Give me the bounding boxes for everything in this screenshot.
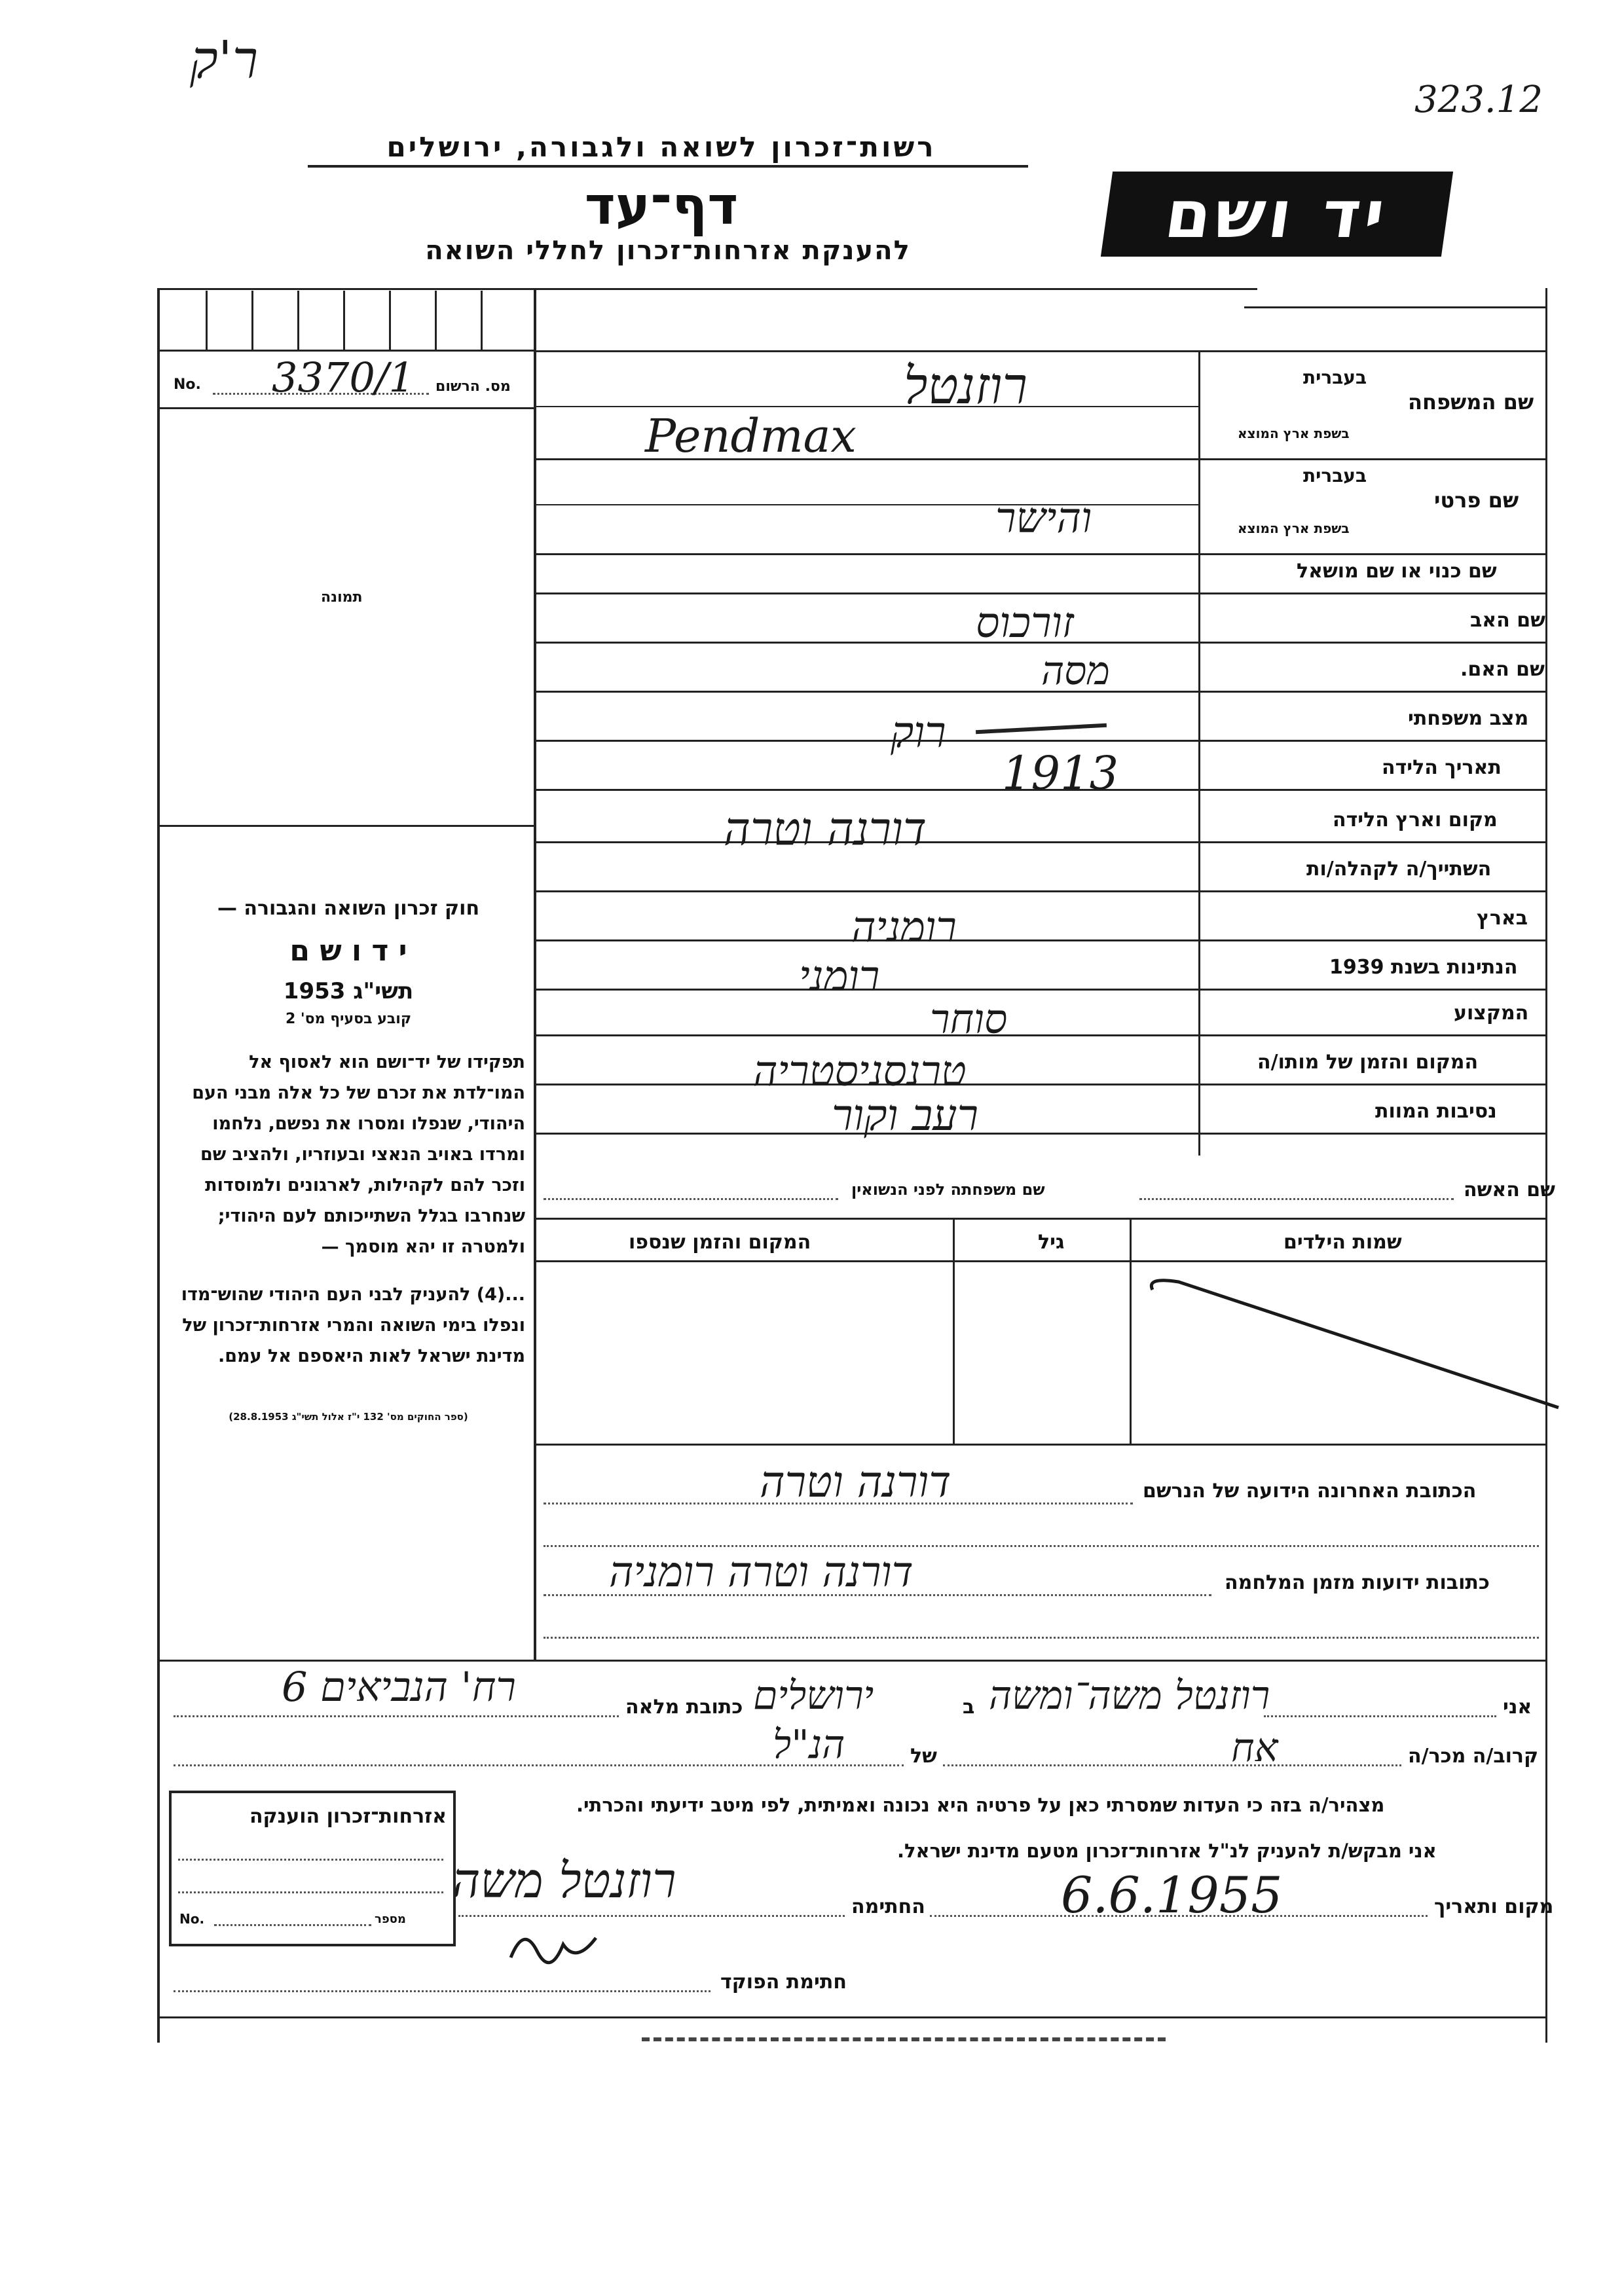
law-name: י ד ו ש ם [289,934,407,968]
law-source: (ספר החוקים מס' 132 י"ז אלול תשי"ג 28.8.1953) [229,1411,468,1423]
firstname-hebrew-label: בעברית [1303,465,1367,486]
declarant-signature: רוזנטל משה [452,1853,676,1909]
officer-signature-label: חתימת הפוקד [720,1971,847,1994]
children-place-header: המקום והזמן שנספו [629,1231,811,1254]
country-value: רומניה [851,903,957,952]
surname-hebrew-value: רוזנטל [904,357,1027,416]
surname-label: שם המשפחה [1408,390,1534,414]
registration-label: מס. הרשום [435,378,511,395]
wife-maiden-label: שם משפחתה לפני הנשואין [851,1180,1045,1199]
children-col-divider [1130,1218,1132,1444]
place-date-label: מקום ותאריך [1434,1895,1554,1918]
relative-value: אח [1231,1725,1278,1771]
full-address-dots [174,1715,619,1717]
row-line [534,740,1545,742]
wife-maiden-dots [544,1198,838,1200]
full-address-label: כתובת מלאה [625,1696,743,1719]
war-addresses-value: דורנה וטרה רומניה [609,1548,913,1597]
authority-underline [308,165,1028,168]
registration-no-label: No. [174,376,201,393]
declarant-name: רוזנטל משה־ומשה [989,1673,1270,1719]
children-crossed-out-line [1139,1270,1572,1414]
photo-box-top [157,407,535,409]
mother-value: מסה [1041,648,1110,694]
row-line [534,890,1545,892]
citizenship-box-number-label: מספר [375,1912,406,1926]
wife-dots [1139,1198,1454,1200]
photo-box-bottom [157,825,535,827]
frame-top [157,288,1257,290]
occupation-label: המקצוע [1454,1002,1529,1025]
place-date-value: 6.6.1955 [1061,1866,1283,1924]
frame-top-right [1244,306,1545,308]
declaration-statement: מצהיר/ה בזה כי העדות שמסרתי כאן על פרטיה היא נכונה ואמיתית, לפי מיטב ידיעתי והכרתי. [576,1794,1385,1816]
frame-left [157,288,160,2043]
i-dots [1264,1715,1496,1717]
registration-number: 3370/1 [272,354,415,401]
firstname-origin-label: בשפת ארץ המוצא [1238,520,1350,536]
wife-row-bottom [534,1218,1545,1220]
authority-title: רשות־זכרון לשואה ולגבורה, ירושלים [386,131,936,163]
row-line [534,504,1198,505]
firstname-value: והישר [995,494,1092,543]
marital-value: רוק [891,707,946,757]
children-names-header: שמות הילדים [1283,1231,1402,1254]
birthdate-value: 1913 [1002,746,1119,800]
photo-label: תמונה [321,589,363,606]
signature-dots [458,1915,845,1917]
citizenship-box-no: No. [179,1911,205,1927]
corner-note: ר'ק [190,29,259,90]
row-line [534,592,1545,594]
nickname-label: שם כנוי או שם מושאל [1297,560,1497,583]
wife-label: שם האשה [1464,1178,1555,1201]
relative-label: קרוב/ה מכר/ה [1408,1745,1539,1768]
children-table-bottom [534,1444,1545,1446]
row-line [534,1133,1545,1135]
law-text-1: תפקידו של יד־ושם הוא לאסוף אל המו־לדת את זכרם של כל אלה מבני העם היהודי, שנפלו ומסרו את נפשם, נלחמו ומרדו באויב הנאצי ובעוזריו, ולהציב שם וזכר להם לקהילות, לארגונים ולמוסדות שנחרבו בגלל השתייכותם לעם היהודי; ולמטרה זו יהא מוסמך — [192,1052,525,1257]
frame-bottom [157,2016,1545,2018]
law-text-2: ...(4) להעניק לבני העם היהודי שהוש־מדו ונפלו בימי השואה והמרי אזרחות־זכרון של מדינת ישראל לאות היאספם אל עמם. [181,1285,525,1366]
address-extra-dots [544,1637,1539,1639]
row-line [534,939,1545,941]
fields-top [534,350,1545,352]
community-label: השתייך/ה לקהלה/ות [1306,858,1492,881]
citizenship-label: הנתינות בשנת 1939 [1329,956,1518,979]
death-place-label: המקום והזמן של מותו/ה [1257,1051,1479,1074]
declaration-top [157,1660,1545,1662]
of-value: הנ"ל [773,1722,845,1768]
cut-line [642,2037,1166,2047]
surname-hebrew-label: בעברית [1303,367,1367,388]
citizenship-box-title: אזרחות־זכרון הוענקה [249,1805,447,1828]
archive-number: 323.12 [1414,79,1543,121]
law-box [172,897,525,1423]
father-value: זורכוס [976,599,1074,647]
last-address-value: דורנה וטרה [760,1457,951,1507]
citizenship-value: רומני [799,953,880,1001]
children-header-bottom [534,1260,1545,1262]
children-col-divider [953,1218,955,1444]
law-year: תשי"ג 1953 [283,978,414,1004]
father-label: שם האב [1470,609,1545,632]
children-age-header: גיל [1038,1231,1065,1254]
declaration-i-label: אני [1503,1696,1532,1719]
yad-vashem-logo: יד ושם [1101,172,1453,257]
officer-initials [504,1918,616,1977]
page-subtitle: להענקת אזרחות־זכרון לחללי השואה [425,236,911,266]
row-line [534,989,1545,991]
row-line [534,553,1545,555]
of-label: של [910,1745,937,1768]
row-line [534,406,1198,407]
death-cause-value: רעב וקור [832,1090,979,1140]
officer-signature-dots [174,1990,710,1992]
surname-origin-label: בשפת ארץ המוצא [1238,426,1350,441]
citizenship-granted-box [169,1791,456,1946]
declaration-in-label: ב [963,1696,975,1719]
birthplace-label: מקום וארץ הלידה [1333,809,1498,831]
frame-right [1545,288,1547,2043]
marital-label: מצב משפחתי [1408,707,1529,730]
mother-label: שם האם. [1460,658,1545,681]
death-cause-label: נסיבות המוות [1375,1100,1497,1123]
birthdate-label: תאריך הלידה [1382,756,1502,779]
row-line [534,1034,1545,1036]
country-label: בארץ [1477,907,1528,930]
occupation-value: סוחר [930,995,1008,1043]
page-title: דף־עד [584,175,739,236]
declaration-in-value: ירושלים [753,1673,874,1719]
marital-strikethrough [976,723,1107,734]
relative-dots [943,1764,1401,1766]
address-extra-dots [544,1545,1539,1547]
registration-boxes-bottom [157,350,535,352]
row-line [534,1084,1545,1085]
last-address-label: הכתובת האחרונה הידועה של הנרשם [1143,1480,1477,1503]
full-address-value: רח' הנביאים 6 [282,1663,516,1711]
death-place-value: טרנסניסטריה [753,1048,967,1096]
left-column-divider [534,288,536,1660]
registration-boxes [160,291,532,350]
firstname-label: שם פרטי [1434,488,1519,513]
row-line [534,691,1545,693]
signature-label: החתימה [851,1895,925,1918]
surname-origin-value: Pendmax [645,409,857,463]
law-clause: קובע בסעיף מס' 2 [285,1011,412,1027]
row-line [534,841,1545,843]
declaration-request: אני מבקש/ת להעניק לנ"ל אזרחות־זכרון מטעם מדינת ישראל. [897,1840,1437,1862]
law-title: חוק זכרון השואה והגבורה — [217,897,480,920]
war-addresses-label: כתובות ידועות מזמן המלחמה [1225,1571,1490,1594]
birthplace-value: דורנה וטרה [724,802,927,856]
